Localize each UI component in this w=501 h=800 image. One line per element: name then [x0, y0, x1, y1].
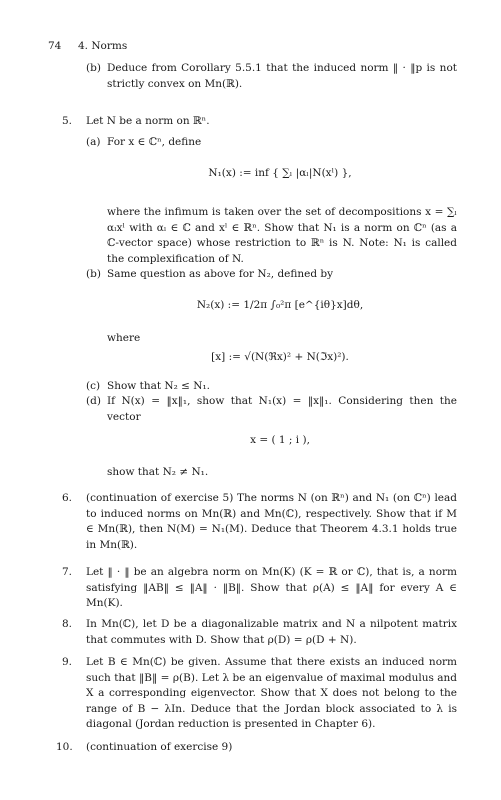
exercise-number: 8.: [62, 618, 73, 630]
page-number: 74: [48, 40, 62, 52]
item-label: (d): [86, 395, 101, 407]
paragraph: Show that N₂ ≤ N₁.: [107, 380, 211, 392]
item-label: (c): [86, 380, 101, 392]
exercise-number: 5.: [62, 115, 73, 127]
paragraph: Deduce from Corollary 5.5.1 that the induced norm ‖ · ‖p is not strictly convex on Mn(ℝ).: [107, 62, 457, 90]
paragraph: show that N₂ ≠ N₁.: [107, 466, 209, 478]
item-label: (b): [86, 268, 101, 280]
paragraph: In Mn(ℂ), let D be a diagonalizable matrix and N a nilpotent matrix that commutes with D. Show that ρ(D) = ρ(D + N).: [86, 618, 457, 646]
paragraph: For x ∈ ℂⁿ, define: [107, 136, 202, 148]
paragraph: Let B ∈ Mn(ℂ) be given. Assume that there exists an induced norm such that ‖B‖ = ρ(B). Let λ be an eigenvalue of maximal modulus and X a corresponding eigenvector. Show that X does not belong to the range of B − λIn. Deduce that the Jordan block associated to λ is diagonal (Jordan reduction is presented in Chapter 6).: [86, 656, 457, 730]
paragraph: Let N be a norm on ℝⁿ.: [86, 115, 210, 127]
item-label: (b): [86, 62, 101, 74]
paragraph: (continuation of exercise 9): [86, 741, 233, 753]
equation: [x] := √(N(ℜx)² + N(ℑx)²).: [211, 351, 349, 363]
paragraph: where: [107, 332, 141, 344]
paragraph: Same question as above for N₂, defined by: [107, 268, 334, 280]
exercise-number: 10.: [56, 741, 73, 753]
exercise-number: 9.: [62, 656, 73, 668]
equation: N₂(x) := 1/2π ∫₀²π [e^{iθ}x]dθ,: [196, 299, 364, 311]
paragraph: where the infimum is taken over the set of decompositions x = ∑ₗ αₗxˡ with αₗ ∈ ℂ and xˡ ∈ ℝⁿ. Show that N₁ is a norm on ℂⁿ (as a ℂ-vector space) whose restriction to ℝⁿ is N. Note: N₁ is called the complexification of N.: [107, 206, 457, 265]
equation: x = ( 1 ; i ),: [250, 434, 310, 446]
equation: N₁(x) := inf { ∑ₗ |αₗ|N(xˡ) },: [208, 167, 352, 179]
exercise-number: 6.: [62, 492, 73, 504]
paragraph: (continuation of exercise 5) The norms N (on ℝⁿ) and N₁ (on ℂⁿ) lead to induced norms on Mn(ℝ) and Mn(ℂ), respectively. Show that if M ∈ Mn(ℝ), then N(M) = N₁(M). Deduce that Theorem 4.3.1 holds true in Mn(ℝ).: [86, 492, 457, 551]
paragraph: If N(x) = ‖x‖₁, show that N₁(x) = ‖x‖₁. Considering then the vector: [107, 395, 457, 423]
chapter-title: 4. Norms: [78, 40, 128, 52]
paragraph: Let ‖ · ‖ be an algebra norm on Mn(K) (K = ℝ or ℂ), that is, a norm satisfying ‖AB‖ ≤ ‖A‖ · ‖B‖. Show that ρ(A) ≤ ‖A‖ for every A ∈ Mn(K).: [86, 566, 457, 609]
item-label: (a): [86, 136, 101, 148]
exercise-number: 7.: [62, 566, 73, 578]
